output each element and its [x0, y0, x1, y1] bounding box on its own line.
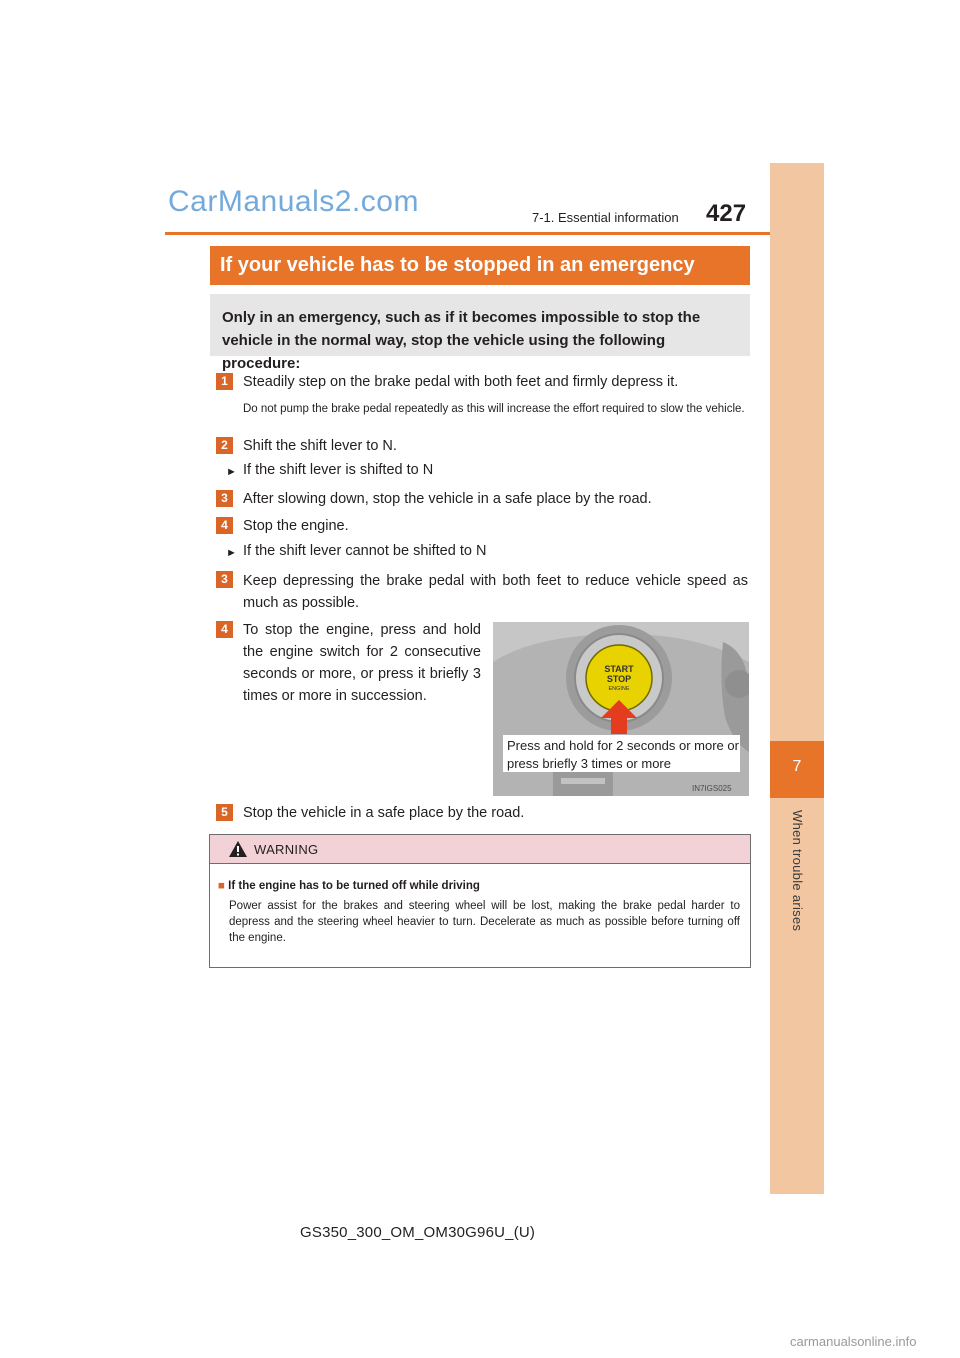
warning-subtitle	[218, 880, 480, 892]
header-rule	[165, 232, 822, 235]
step-number-4a: 4	[216, 517, 233, 534]
start-button-line-1: START	[604, 664, 634, 674]
arrow-marker-icon: ►	[226, 466, 237, 478]
step-number-4b: 4	[216, 621, 233, 638]
step-3a-text: After slowing down, stop the vehicle in a safe place by the road.	[243, 491, 652, 507]
step-5-text: Stop the vehicle in a safe place by the road.	[243, 805, 525, 821]
callout-text: Press and hold for 2 seconds or more or press briefly 3 times or more	[507, 738, 739, 771]
warning-subtitle-text: If the engine has to be turned off while driving	[228, 880, 480, 892]
page-title: If your vehicle has to be stopped in an emergency	[220, 254, 695, 276]
intro-text: Only in an emergency, such as if it becomes impossible to stop the vehicle in the normal way, stop the vehicle using the following procedure:	[222, 309, 701, 372]
step-number-3a: 3	[216, 490, 233, 507]
step-4b-text: To stop the engine, press and hold the engine switch for 2 consecutive seconds or more, or press it briefly 3 times or more in succession.	[243, 622, 481, 704]
watermark-bottom: carmanualsonline.info	[790, 1334, 917, 1349]
step-3b-text: Keep depressing the brake pedal with both feet to reduce vehicle speed as much as possible.	[243, 573, 748, 611]
step-number-2: 2	[216, 437, 233, 454]
step-2-text: Shift the shift lever to N.	[243, 438, 397, 454]
case-b-heading: If the shift lever cannot be shifted to N	[243, 543, 487, 559]
step-number-5: 5	[216, 804, 233, 821]
step-1-note: Do not pump the brake pedal repeatedly as this will increase the effort required to slow the vehicle.	[243, 403, 745, 415]
side-tab	[770, 163, 824, 1194]
case-a-heading: If the shift lever is shifted to N	[243, 462, 434, 478]
start-button-line-2: STOP	[606, 674, 632, 684]
arrow-marker-icon: ►	[226, 547, 237, 559]
warning-title: WARNING	[254, 842, 319, 857]
side-tab-number: 7	[792, 758, 802, 775]
step-4a-text: Stop the engine.	[243, 518, 349, 534]
step-number-3b: 3	[216, 571, 233, 588]
step-1-text: Steadily step on the brake pedal with both feet and firmly depress it.	[243, 374, 679, 390]
document-code: GS350_300_OM_OM30G96U_(U)	[300, 1224, 536, 1241]
warning-body: Power assist for the brakes and steering wheel will be lost, making the brake pedal harder to depress and the steering wheel heavier to turn. Decelerate as much as possible before turning off the engine.	[229, 900, 740, 944]
side-tab-label: When trouble arises	[790, 810, 805, 932]
warning-bullet: ■	[218, 880, 225, 892]
step-number-1: 1	[216, 373, 233, 390]
figure-code: IN7IGS025	[692, 784, 732, 793]
section-heading: 7-1. Essential information	[532, 210, 679, 225]
page-number: 427	[706, 200, 747, 227]
start-button-line-3: ENGINE	[608, 686, 630, 692]
watermark-top: CarManuals2.com	[168, 185, 419, 218]
warning-triangle-icon	[228, 840, 248, 858]
